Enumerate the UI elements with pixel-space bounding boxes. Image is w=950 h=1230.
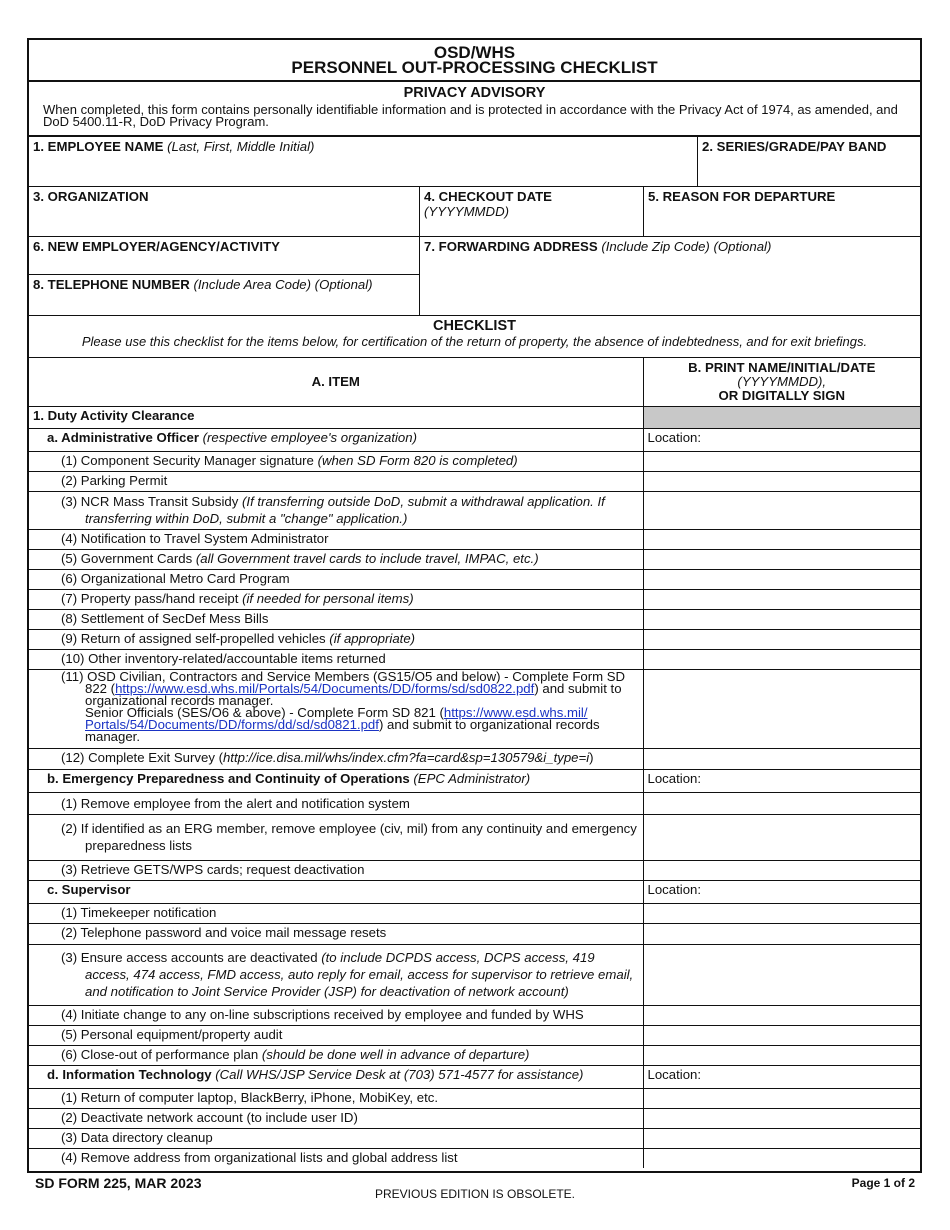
location-cell[interactable]: Location: [643, 428, 920, 451]
sign-cell[interactable] [643, 1025, 920, 1045]
form-header [29, 40, 920, 82]
item-a3: (3) NCR Mass Transit Subsidy (If transferring outside DoD, submit a withdrawal application. If transferring within DoD, submit a "change" application.) [29, 491, 643, 529]
privacy-text: When completed, this form contains personally identifiable information and is protected in accordance with the Privacy Act of 1974, as amended, and DoD 5400.11-R, DoD Privacy Program. [43, 102, 898, 129]
row-employer-address [29, 237, 920, 316]
organization-field[interactable]: 3. ORGANIZATION [33, 189, 149, 204]
item-d2: (2) Deactivate network account (to include user ID) [29, 1108, 643, 1128]
table-row [29, 903, 920, 923]
sign-cell[interactable] [643, 1128, 920, 1148]
item-a8: (8) Settlement of SecDef Mess Bills [29, 609, 643, 629]
sign-cell[interactable] [643, 792, 920, 814]
location-cell[interactable]: Location: [643, 769, 920, 792]
table-row [29, 491, 920, 529]
sign-cell[interactable] [643, 944, 920, 1005]
item-a9: (9) Return of assigned self-propelled vehicles (if appropriate) [29, 629, 643, 649]
form-id: SD FORM 225, MAR 2023 [35, 1175, 202, 1191]
page-number: Page 1 of 2 [851, 1176, 915, 1190]
col-item-header: A. ITEM [29, 358, 643, 406]
sign-cell[interactable] [643, 1045, 920, 1065]
checklist-table [29, 358, 920, 1168]
new-employer-field[interactable]: 6. NEW EMPLOYER/AGENCY/ACTIVITY [29, 237, 419, 275]
table-row [29, 471, 920, 491]
table-row [29, 589, 920, 609]
sd822-link[interactable]: https://www.esd.whs.mil/Portals/54/Documents/DD/forms/sd/sd0822.pdf [115, 680, 535, 696]
table-row [29, 669, 920, 748]
subsection-admin-officer: a. Administrative Officer (respective employee's organization) [29, 428, 643, 451]
row-organization [29, 187, 920, 237]
table-row [29, 792, 920, 814]
sign-cell[interactable] [643, 748, 920, 769]
sign-cell[interactable] [643, 491, 920, 529]
table-row [29, 1025, 920, 1045]
sign-cell[interactable] [643, 814, 920, 860]
col-sign-header: B. PRINT NAME/INITIAL/DATE (YYYYMMDD), OR DIGITALLY SIGN [643, 358, 920, 406]
sign-cell[interactable] [643, 629, 920, 649]
item-a1: (1) Component Security Manager signature (when SD Form 820 is completed) [29, 451, 643, 471]
table-row [29, 549, 920, 569]
item-a11: (11) OSD Civilian, Contractors and Service Members (GS15/O5 and below) - Complete Form SD 822 (https://www.esd.whs.mil/Portals/54/Documents/DD/forms/sd/sd0822.pdf) and submit to organizational records manager. Senior Officials (SES/O6 & above) - Complete Form SD 821 (https://www.esd.whs.mil/ Portals/54/Documents/DD/forms/dd/sd/sd0821.pdf) and submit to organizational records manager. [29, 669, 643, 748]
subsection-it: d. Information Technology (Call WHS/JSP Service Desk at (703) 571-4577 for assistance) [29, 1065, 643, 1088]
table-row [29, 769, 920, 792]
item-a12: (12) Complete Exit Survey (http://ice.disa.mil/whs/index.cfm?fa=card&sp=130579&i_type=i) [29, 748, 643, 769]
subsection-supervisor: c. Supervisor [29, 880, 643, 903]
table-row [29, 1045, 920, 1065]
checkout-date-field[interactable]: 4. CHECKOUT DATE (YYYYMMDD) [419, 187, 643, 236]
item-d1: (1) Return of computer laptop, BlackBerry, iPhone, MobiKey, etc. [29, 1088, 643, 1108]
item-a10: (10) Other inventory-related/accountable items returned [29, 649, 643, 669]
sign-cell[interactable] [643, 451, 920, 471]
sign-cell[interactable] [643, 669, 920, 748]
sign-cell[interactable] [643, 1088, 920, 1108]
shaded-cell [643, 406, 920, 428]
sign-cell[interactable] [643, 589, 920, 609]
checklist-heading [29, 316, 920, 358]
item-c4: (4) Initiate change to any on-line subscriptions received by employee and funded by WHS [29, 1005, 643, 1025]
edition-note: PREVIOUS EDITION IS OBSOLETE. [374, 1187, 576, 1201]
item-c6: (6) Close-out of performance plan (should be done well in advance of departure) [29, 1045, 643, 1065]
item-a4: (4) Notification to Travel System Administrator [29, 529, 643, 549]
item-a2: (2) Parking Permit [29, 471, 643, 491]
item-a6: (6) Organizational Metro Card Program [29, 569, 643, 589]
privacy-title: PRIVACY ADVISORY [403, 85, 546, 101]
row-employee [29, 137, 920, 187]
location-cell[interactable]: Location: [643, 1065, 920, 1088]
subsection-epc: b. Emergency Preparedness and Continuity of Operations (EPC Administrator) [29, 769, 643, 792]
sign-cell[interactable] [643, 1148, 920, 1168]
sign-cell[interactable] [643, 549, 920, 569]
item-b3: (3) Retrieve GETS/WPS cards; request deactivation [29, 860, 643, 880]
table-row [29, 629, 920, 649]
sign-cell[interactable] [643, 649, 920, 669]
agency-title: OSD/WHS [433, 43, 516, 62]
table-row [29, 814, 920, 860]
sd821-link[interactable]: https://www.esd.whs.mil/ Portals/54/Documents/DD/forms/dd/sd/sd0821.pdf [85, 704, 588, 732]
sign-cell[interactable] [643, 860, 920, 880]
table-row [29, 428, 920, 451]
location-cell[interactable]: Location: [643, 880, 920, 903]
item-c1: (1) Timekeeper notification [29, 903, 643, 923]
sign-cell[interactable] [643, 1108, 920, 1128]
item-d4: (4) Remove address from organizational lists and global address list [61, 1149, 458, 1165]
table-row [29, 1128, 920, 1148]
section-duty-activity: 1. Duty Activity Clearance [29, 406, 643, 428]
table-row [29, 923, 920, 944]
table-row [29, 649, 920, 669]
exit-survey-url[interactable]: http://ice.disa.mil/whs/index.cfm?fa=card&sp=130579&i_type=i [222, 749, 590, 765]
privacy-advisory [29, 82, 920, 137]
sign-cell[interactable] [643, 471, 920, 491]
sign-cell[interactable] [643, 569, 920, 589]
reason-for-departure-field[interactable]: 5. REASON FOR DEPARTURE [643, 187, 920, 236]
sign-cell[interactable] [643, 923, 920, 944]
item-c2: (2) Telephone password and voice mail message resets [29, 923, 643, 944]
table-row [29, 406, 920, 428]
sign-cell[interactable] [643, 903, 920, 923]
table-row [29, 529, 920, 549]
item-d3: (3) Data directory cleanup [29, 1128, 643, 1148]
sign-cell[interactable] [643, 529, 920, 549]
telephone-field[interactable]: 8. TELEPHONE NUMBER (Include Area Code) (Optional) [33, 277, 373, 292]
forwarding-address-field[interactable]: 7. FORWARDING ADDRESS (Include Zip Code) (Optional) [419, 237, 920, 315]
item-b2: (2) If identified as an ERG member, remove employee (civ, mil) from any continuity and emergency preparedness lists [29, 814, 643, 860]
table-row [29, 880, 920, 903]
table-row [29, 569, 920, 589]
checklist-subtitle: Please use this checklist for the items below, for certification of the return of property, the absence of indebtedness, and for exit briefings. [81, 334, 868, 349]
table-row [29, 860, 920, 880]
sign-cell[interactable] [643, 609, 920, 629]
out-processing-form [27, 38, 922, 1173]
form-title: PERSONNEL OUT-PROCESSING CHECKLIST [291, 58, 658, 77]
series-grade-field[interactable]: 2. SERIES/GRADE/PAY BAND [697, 137, 920, 186]
item-c5: (5) Personal equipment/property audit [29, 1025, 643, 1045]
table-header-row [29, 358, 920, 406]
sign-cell[interactable] [643, 1005, 920, 1025]
item-c3: (3) Ensure access accounts are deactivated (to include DCPDS access, DCPS access, 419 access, 474 access, FMD access, auto reply for email, access for supervisor to retrieve email, and notification to Joint Service Provider (JSP) for deactivation of network account) [29, 944, 643, 1005]
checklist-title: CHECKLIST [433, 318, 516, 334]
item-a7: (7) Property pass/hand receipt (if needed for personal items) [29, 589, 643, 609]
table-row [29, 1088, 920, 1108]
item-b1: (1) Remove employee from the alert and notification system [29, 792, 643, 814]
table-row [29, 944, 920, 1005]
table-row [29, 748, 920, 769]
table-row [29, 1148, 920, 1168]
employee-name-field[interactable]: 1. EMPLOYEE NAME (Last, First, Middle Initial) [33, 139, 315, 154]
table-row [29, 1065, 920, 1088]
table-row [29, 609, 920, 629]
table-row [29, 1108, 920, 1128]
table-row [29, 1005, 920, 1025]
item-a5: (5) Government Cards (all Government travel cards to include travel, IMPAC, etc.) [29, 549, 643, 569]
table-row [29, 451, 920, 471]
